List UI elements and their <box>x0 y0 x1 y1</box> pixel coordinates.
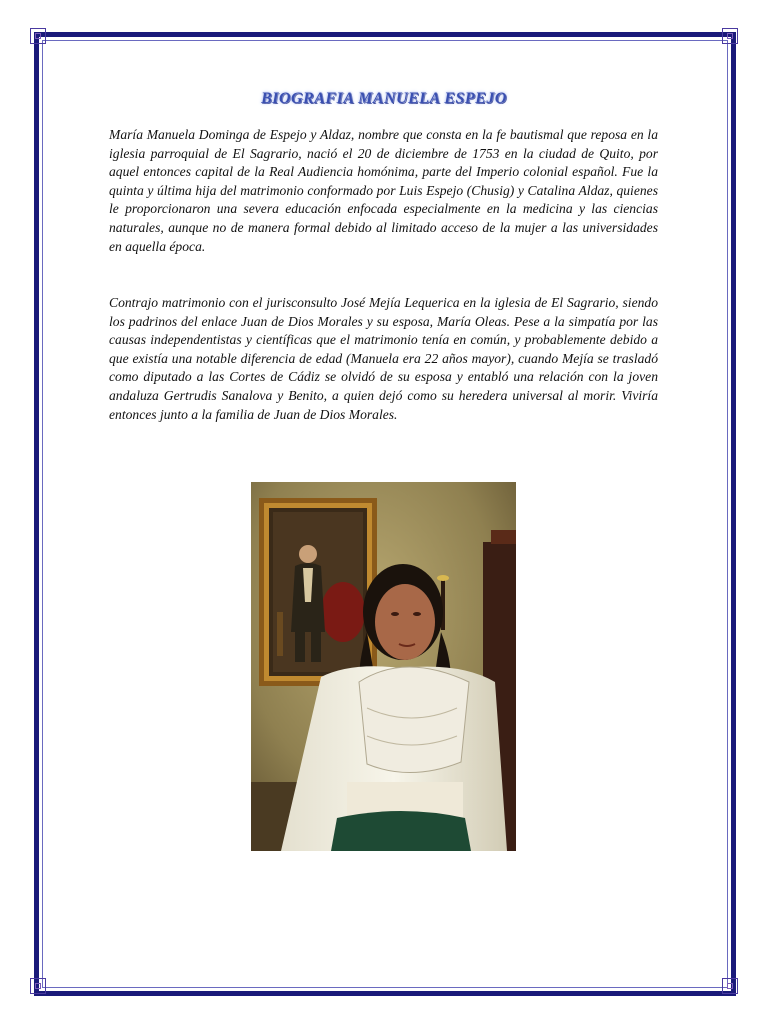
museum-photo <box>251 482 516 851</box>
biography-paragraph-2: Contrajo matrimonio con el jurisconsulto José Mejía Lequerica en la iglesia de El Sagrario, siendo los padrinos del enlace Juan de Dios Morales y su esposa, María Oleas. Pese a la simpatía por las causas independentistas y científicas que el matrimonio tenía en común, y probablemente debido a que existía una notable diferencia de edad (Manuela era 22 años mayor), cuando Mejía se trasladó como diputado a las Cortes de Cádiz se olvidó de su esposa y entabló una relación con la joven andaluza Gertrudis Sanalova y Benito, a quien dejó como su heredera universal al morir. Viviría entonces junto a la familia de Juan de Dios Morales. <box>109 295 658 422</box>
document-title: BIOGRAFIA MANUELA ESPEJO <box>261 90 507 107</box>
framed-portrait-painting <box>259 498 377 686</box>
corner-ornament-bottom-right <box>722 978 738 994</box>
corner-ornament-top-right <box>722 28 738 44</box>
corner-ornament-bottom-left <box>30 978 46 994</box>
biography-paragraph-1: María Manuela Dominga de Espejo y Aldaz, nombre que consta en la fe bautismal que reposa en la iglesia parroquial de El Sagrario, nació el 20 de diciembre de 1753 en la ciudad de Quito, por aquel entonces capital de la Real Audiencia homónima, parte del Imperio colonial español. Fue la quinta y última hija del matrimonio conformado por Luis Espejo (Chusig) y Catalina Aldaz, quienes le proporcionaron una severa educación enfocada especialmente en la medicina y las ciencias naturales, aunque no de manera formal debido al limitado acceso de la mujer a las universidades en aquella época. <box>109 127 658 254</box>
corner-ornament-top-left <box>30 28 46 44</box>
